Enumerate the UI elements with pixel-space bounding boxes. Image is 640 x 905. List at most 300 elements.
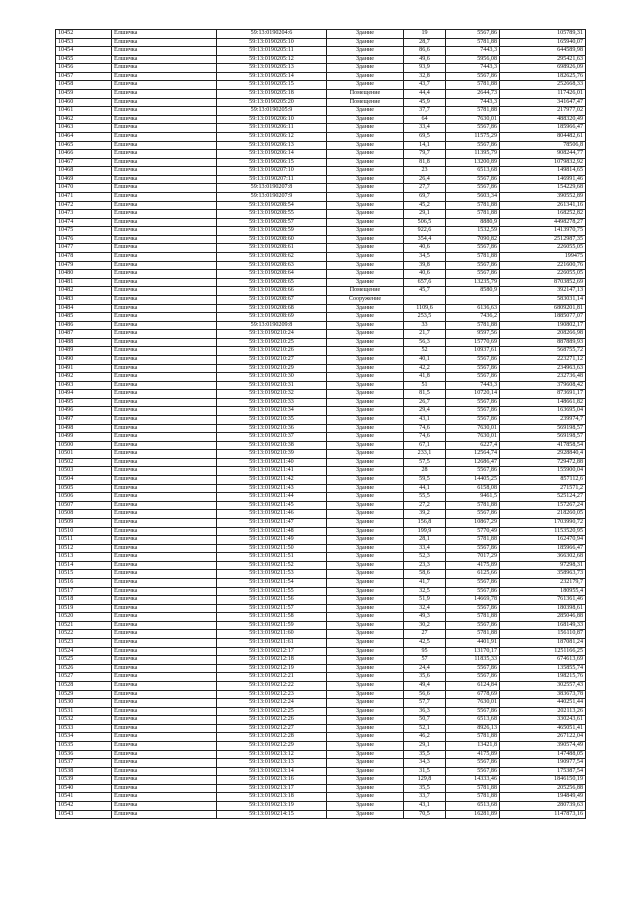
row-number-cell: 10472: [56, 201, 112, 210]
table-row: [56, 124, 586, 133]
object-type-cell: Здание: [327, 416, 404, 425]
locality-cell: Елшичка: [112, 398, 217, 407]
table-row: [56, 278, 586, 287]
table-row: [56, 167, 586, 176]
unit-value-cell: 7436,2: [446, 313, 500, 322]
object-type-cell: Здание: [327, 476, 404, 485]
unit-value-cell: 5781,88: [446, 630, 500, 639]
property-table: [55, 29, 586, 819]
cadastral-number-cell: 59:13:0190213:13: [217, 759, 327, 768]
table-row: [56, 784, 586, 793]
area-cell: 233,1: [404, 450, 446, 459]
row-number-cell: 10481: [56, 278, 112, 287]
table-row: [56, 47, 586, 56]
unit-value-cell: 8580,9: [446, 287, 500, 296]
unit-value-cell: 13421,8: [446, 741, 500, 750]
table-row: [56, 184, 586, 193]
cadastral-number-cell: 59:13:0190211:45: [217, 501, 327, 510]
cadastral-number-cell: 59:13:0190212:21: [217, 673, 327, 682]
cadastral-value-cell: 155900,04: [500, 467, 586, 476]
row-number-cell: 10462: [56, 115, 112, 124]
row-number-cell: 10485: [56, 313, 112, 322]
locality-cell: Елшичка: [112, 776, 217, 785]
object-type-cell: Здание: [327, 536, 404, 545]
cadastral-number-cell: 59:13:0190208:61: [217, 244, 327, 253]
area-cell: 40,6: [404, 244, 446, 253]
unit-value-cell: 5567,86: [446, 510, 500, 519]
table-row: [56, 467, 586, 476]
table-row: [56, 707, 586, 716]
row-number-cell: 10494: [56, 390, 112, 399]
locality-cell: Елшичка: [112, 441, 217, 450]
locality-cell: Елшичка: [112, 201, 217, 210]
object-type-cell: Здание: [327, 424, 404, 433]
cadastral-number-cell: 59:13:0190208:62: [217, 253, 327, 262]
unit-value-cell: 6778,69: [446, 690, 500, 699]
area-cell: 67,1: [404, 441, 446, 450]
cadastral-value-cell: 908244,77: [500, 150, 586, 159]
table-row: [56, 544, 586, 553]
cadastral-number-cell: 59:13:0190205:13: [217, 64, 327, 73]
table-row: [56, 313, 586, 322]
cadastral-number-cell: 59:13:0190210:36: [217, 424, 327, 433]
unit-value-cell: 5567,86: [446, 175, 500, 184]
row-number-cell: 10475: [56, 227, 112, 236]
locality-cell: Елшичка: [112, 750, 217, 759]
area-cell: 23: [404, 167, 446, 176]
cadastral-number-cell: 59:13:0190211:40: [217, 458, 327, 467]
locality-cell: Елшичка: [112, 55, 217, 64]
cadastral-value-cell: 252668,33: [500, 81, 586, 90]
table-row: [56, 81, 586, 90]
unit-value-cell: 5567,86: [446, 673, 500, 682]
area-cell: 27: [404, 630, 446, 639]
unit-value-cell: 5781,88: [446, 107, 500, 116]
cadastral-number-cell: 59:13:0190212:17: [217, 647, 327, 656]
unit-value-cell: 7630,01: [446, 424, 500, 433]
cadastral-number-cell: 59:13:0190211:61: [217, 639, 327, 648]
object-type-cell: Здание: [327, 527, 404, 536]
row-number-cell: 10497: [56, 416, 112, 425]
cadastral-value-cell: 569198,57: [500, 433, 586, 442]
area-cell: 41,7: [404, 579, 446, 588]
row-number-cell: 10530: [56, 699, 112, 708]
cadastral-value-cell: 198215,76: [500, 673, 586, 682]
object-type-cell: Здание: [327, 750, 404, 759]
locality-cell: Елшичка: [112, 501, 217, 510]
area-cell: 49,6: [404, 55, 446, 64]
table-row: [56, 295, 586, 304]
unit-value-cell: 16281,89: [446, 810, 500, 819]
cadastral-number-cell: 59:13:0190210:33: [217, 398, 327, 407]
unit-value-cell: 13235,79: [446, 278, 500, 287]
area-cell: 29,1: [404, 741, 446, 750]
table-row: [56, 510, 586, 519]
cadastral-number-cell: 59:13:0190208:65: [217, 278, 327, 287]
row-number-cell: 10514: [56, 561, 112, 570]
locality-cell: Елшичка: [112, 253, 217, 262]
area-cell: 56,6: [404, 690, 446, 699]
area-cell: 129,8: [404, 776, 446, 785]
row-number-cell: 10523: [56, 639, 112, 648]
row-number-cell: 10500: [56, 441, 112, 450]
cadastral-value-cell: 149814,65: [500, 167, 586, 176]
cadastral-number-cell: 59:13:0190208:63: [217, 261, 327, 270]
locality-cell: Елшичка: [112, 321, 217, 330]
unit-value-cell: 5781,88: [446, 501, 500, 510]
row-number-cell: 10452: [56, 30, 112, 39]
cadastral-number-cell: 59:13:0190205:15: [217, 81, 327, 90]
unit-value-cell: 6513,68: [446, 802, 500, 811]
unit-value-cell: 7090,82: [446, 235, 500, 244]
cadastral-number-cell: 59:13:0190213:12: [217, 750, 327, 759]
table-row: [56, 381, 586, 390]
table-row: [56, 484, 586, 493]
area-cell: 69,7: [404, 192, 446, 201]
area-cell: [404, 295, 446, 304]
unit-value-cell: 15770,69: [446, 338, 500, 347]
table-row: [56, 673, 586, 682]
object-type-cell: Здание: [327, 544, 404, 553]
table-row: [56, 201, 586, 210]
table-row: [56, 235, 586, 244]
row-number-cell: 10529: [56, 690, 112, 699]
area-cell: 50,7: [404, 716, 446, 725]
unit-value-cell: 10867,29: [446, 518, 500, 527]
cadastral-value-cell: 156110,87: [500, 630, 586, 639]
locality-cell: Елшичка: [112, 630, 217, 639]
object-type-cell: Здание: [327, 458, 404, 467]
unit-value-cell: [446, 295, 500, 304]
cadastral-number-cell: 59:13:0190210:24: [217, 330, 327, 339]
cadastral-value-cell: 78506,8: [500, 141, 586, 150]
locality-cell: Елшичка: [112, 458, 217, 467]
cadastral-value-cell: 440251,44: [500, 699, 586, 708]
table-row: [56, 192, 586, 201]
cadastral-value-cell: 202113,26: [500, 707, 586, 716]
row-number-cell: 10469: [56, 175, 112, 184]
cadastral-value-cell: 185966,47: [500, 124, 586, 133]
cadastral-value-cell: 205256,88: [500, 784, 586, 793]
cadastral-number-cell: 59:13:0190211:52: [217, 561, 327, 570]
object-type-cell: Здание: [327, 253, 404, 262]
cadastral-number-cell: 59:13:0190212:29: [217, 741, 327, 750]
area-cell: 42,5: [404, 639, 446, 648]
table-row: [56, 261, 586, 270]
locality-cell: Елшичка: [112, 278, 217, 287]
locality-cell: Елшичка: [112, 364, 217, 373]
object-type-cell: Здание: [327, 124, 404, 133]
row-number-cell: 10483: [56, 295, 112, 304]
area-cell: 33,4: [404, 124, 446, 133]
row-number-cell: 10543: [56, 810, 112, 819]
locality-cell: Елшичка: [112, 613, 217, 622]
area-cell: 23,3: [404, 561, 446, 570]
locality-cell: Елшичка: [112, 98, 217, 107]
locality-cell: Елшичка: [112, 587, 217, 596]
locality-cell: Елшичка: [112, 793, 217, 802]
locality-cell: Елшичка: [112, 287, 217, 296]
cadastral-number-cell: 59:13:0190212:18: [217, 656, 327, 665]
cadastral-value-cell: 232736,48: [500, 373, 586, 382]
cadastral-value-cell: 383673,78: [500, 690, 586, 699]
cadastral-value-cell: 583031,14: [500, 295, 586, 304]
locality-cell: Елшичка: [112, 141, 217, 150]
area-cell: 32,4: [404, 604, 446, 613]
locality-cell: Елшичка: [112, 681, 217, 690]
area-cell: 32,5: [404, 587, 446, 596]
unit-value-cell: 7017,29: [446, 553, 500, 562]
row-number-cell: 10542: [56, 802, 112, 811]
cadastral-number-cell: 59:13:0190205:20: [217, 98, 327, 107]
row-number-cell: 10468: [56, 167, 112, 176]
table-row: [56, 536, 586, 545]
table-row: [56, 407, 586, 416]
row-number-cell: 10455: [56, 55, 112, 64]
cadastral-number-cell: 59:13:0190211:46: [217, 510, 327, 519]
table-row: [56, 741, 586, 750]
object-type-cell: Помещение: [327, 98, 404, 107]
row-number-cell: 10496: [56, 407, 112, 416]
cadastral-number-cell: 59:13:0190206:12: [217, 132, 327, 141]
cadastral-number-cell: 59:13:0190210:37: [217, 433, 327, 442]
object-type-cell: Здание: [327, 707, 404, 716]
row-number-cell: 10471: [56, 192, 112, 201]
cadastral-value-cell: 568755,72: [500, 347, 586, 356]
cadastral-number-cell: 59:13:0190206:15: [217, 158, 327, 167]
unit-value-cell: 2644,73: [446, 90, 500, 99]
cadastral-value-cell: 4498278,27: [500, 218, 586, 227]
row-number-cell: 10509: [56, 518, 112, 527]
row-number-cell: 10520: [56, 613, 112, 622]
object-type-cell: Здание: [327, 741, 404, 750]
cadastral-value-cell: 379608,42: [500, 381, 586, 390]
table-row: [56, 587, 586, 596]
object-type-cell: Здание: [327, 810, 404, 819]
area-cell: 28,1: [404, 536, 446, 545]
object-type-cell: Здание: [327, 647, 404, 656]
cadastral-value-cell: 208266,98: [500, 330, 586, 339]
cadastral-value-cell: 887889,93: [500, 338, 586, 347]
unit-value-cell: 5956,08: [446, 55, 500, 64]
cadastral-number-cell: 59:13:0190207:8: [217, 184, 327, 193]
table-row: [56, 441, 586, 450]
unit-value-cell: 5567,86: [446, 141, 500, 150]
cadastral-number-cell: 59:13:0190208:68: [217, 304, 327, 313]
cadastral-value-cell: 644589,98: [500, 47, 586, 56]
unit-value-cell: 9597,56: [446, 330, 500, 339]
unit-value-cell: 7443,3: [446, 47, 500, 56]
unit-value-cell: 5567,86: [446, 544, 500, 553]
row-number-cell: 10528: [56, 681, 112, 690]
cadastral-value-cell: 180398,61: [500, 604, 586, 613]
cadastral-number-cell: 59:13:0190209:8: [217, 321, 327, 330]
locality-cell: Елшичка: [112, 81, 217, 90]
area-cell: 64: [404, 115, 446, 124]
area-cell: 58,6: [404, 570, 446, 579]
unit-value-cell: 5567,86: [446, 416, 500, 425]
table-row: [56, 433, 586, 442]
cadastral-value-cell: 1885077,07: [500, 313, 586, 322]
table-row: [56, 750, 586, 759]
cadastral-number-cell: 59:13:0190212:24: [217, 699, 327, 708]
locality-cell: Елшичка: [112, 132, 217, 141]
cadastral-value-cell: 157267,24: [500, 501, 586, 510]
unit-value-cell: 10937,61: [446, 347, 500, 356]
cadastral-value-cell: 226055,05: [500, 270, 586, 279]
cadastral-number-cell: 59:13:0190206:13: [217, 141, 327, 150]
row-number-cell: 10463: [56, 124, 112, 133]
cadastral-value-cell: 295421,63: [500, 55, 586, 64]
unit-value-cell: 11835,33: [446, 656, 500, 665]
cadastral-number-cell: 59:13:0190211:48: [217, 527, 327, 536]
row-number-cell: 10536: [56, 750, 112, 759]
locality-cell: Елшичка: [112, 527, 217, 536]
area-cell: 86,6: [404, 47, 446, 56]
area-cell: 42,2: [404, 364, 446, 373]
row-number-cell: 10507: [56, 501, 112, 510]
table-row: [56, 527, 586, 536]
unit-value-cell: 5567,86: [446, 398, 500, 407]
unit-value-cell: 11575,29: [446, 132, 500, 141]
cadastral-number-cell: 59:13:0190211:56: [217, 596, 327, 605]
cadastral-number-cell: 59:13:0190205:11: [217, 47, 327, 56]
object-type-cell: Здание: [327, 724, 404, 733]
area-cell: 36,3: [404, 707, 446, 716]
object-type-cell: Здание: [327, 784, 404, 793]
table-row: [56, 690, 586, 699]
row-number-cell: 10482: [56, 287, 112, 296]
table-row: [56, 493, 586, 502]
cadastral-value-cell: 194849,49: [500, 793, 586, 802]
object-type-cell: Здание: [327, 192, 404, 201]
area-cell: 33,4: [404, 544, 446, 553]
cadastral-number-cell: 59:13:0190211:60: [217, 630, 327, 639]
cadastral-number-cell: 59:13:0190210:35: [217, 416, 327, 425]
row-number-cell: 10537: [56, 759, 112, 768]
object-type-cell: Здание: [327, 201, 404, 210]
locality-cell: Елшичка: [112, 355, 217, 364]
cadastral-number-cell: 59:13:0190213:14: [217, 767, 327, 776]
table-row: [56, 321, 586, 330]
unit-value-cell: 7630,01: [446, 699, 500, 708]
table-row: [56, 450, 586, 459]
object-type-cell: Здание: [327, 141, 404, 150]
object-type-cell: Здание: [327, 690, 404, 699]
cadastral-value-cell: 674613,69: [500, 656, 586, 665]
table-row: [56, 347, 586, 356]
area-cell: 1109,6: [404, 304, 446, 313]
locality-cell: Елшичка: [112, 604, 217, 613]
cadastral-number-cell: 59:13:0190206:14: [217, 150, 327, 159]
area-cell: 74,6: [404, 424, 446, 433]
row-number-cell: 10538: [56, 767, 112, 776]
cadastral-value-cell: 488320,49: [500, 115, 586, 124]
cadastral-value-cell: 190977,54: [500, 759, 586, 768]
unit-value-cell: 5781,88: [446, 733, 500, 742]
unit-value-cell: 5567,86: [446, 364, 500, 373]
locality-cell: Елшичка: [112, 47, 217, 56]
row-number-cell: 10465: [56, 141, 112, 150]
cadastral-number-cell: 59:13:0190212:23: [217, 690, 327, 699]
locality-cell: Елшичка: [112, 107, 217, 116]
object-type-cell: Здание: [327, 338, 404, 347]
cadastral-value-cell: 1147873,16: [500, 810, 586, 819]
area-cell: 21,7: [404, 330, 446, 339]
cadastral-number-cell: 59:13:0190211:41: [217, 467, 327, 476]
table-row: [56, 759, 586, 768]
object-type-cell: Здание: [327, 244, 404, 253]
cadastral-value-cell: 302557,43: [500, 681, 586, 690]
locality-cell: Елшичка: [112, 699, 217, 708]
unit-value-cell: 5567,86: [446, 72, 500, 81]
cadastral-number-cell: 59:13:0190210:29: [217, 364, 327, 373]
object-type-cell: Здание: [327, 664, 404, 673]
area-cell: 14,1: [404, 141, 446, 150]
object-type-cell: Здание: [327, 321, 404, 330]
unit-value-cell: 5567,86: [446, 373, 500, 382]
area-cell: 56,3: [404, 338, 446, 347]
row-number-cell: 10513: [56, 553, 112, 562]
table-row: [56, 158, 586, 167]
cadastral-number-cell: 59:13:0190212:19: [217, 664, 327, 673]
row-number-cell: 10506: [56, 493, 112, 502]
row-number-cell: 10525: [56, 656, 112, 665]
row-number-cell: 10540: [56, 784, 112, 793]
cadastral-value-cell: 217977,02: [500, 107, 586, 116]
locality-cell: Елшичка: [112, 647, 217, 656]
object-type-cell: Здание: [327, 158, 404, 167]
cadastral-value-cell: 190802,17: [500, 321, 586, 330]
object-type-cell: Здание: [327, 355, 404, 364]
cadastral-value-cell: 330243,61: [500, 716, 586, 725]
locality-cell: Елшичка: [112, 416, 217, 425]
area-cell: 51,9: [404, 596, 446, 605]
unit-value-cell: 5567,86: [446, 355, 500, 364]
row-number-cell: 10502: [56, 458, 112, 467]
cadastral-value-cell: 390552,89: [500, 192, 586, 201]
cadastral-value-cell: 154229,68: [500, 184, 586, 193]
row-number-cell: 10479: [56, 261, 112, 270]
area-cell: 33,7: [404, 793, 446, 802]
table-row: [56, 107, 586, 116]
area-cell: 28: [404, 467, 446, 476]
area-cell: 43,1: [404, 416, 446, 425]
area-cell: 49,4: [404, 681, 446, 690]
cadastral-number-cell: 59:13:0190212:26: [217, 716, 327, 725]
row-number-cell: 10453: [56, 38, 112, 47]
cadastral-number-cell: 59:13:0190210:38: [217, 441, 327, 450]
object-type-cell: Здание: [327, 184, 404, 193]
unit-value-cell: 7630,01: [446, 433, 500, 442]
object-type-cell: Здание: [327, 716, 404, 725]
table-row: [56, 373, 586, 382]
row-number-cell: 10486: [56, 321, 112, 330]
unit-value-cell: 6513,68: [446, 716, 500, 725]
object-type-cell: Здание: [327, 441, 404, 450]
row-number-cell: 10459: [56, 90, 112, 99]
unit-value-cell: 13200,89: [446, 158, 500, 167]
cadastral-number-cell: 59:13:0190212:28: [217, 733, 327, 742]
row-number-cell: 10531: [56, 707, 112, 716]
cadastral-number-cell: 59:13:0190205:9: [217, 107, 327, 116]
area-cell: 81,8: [404, 158, 446, 167]
row-number-cell: 10467: [56, 158, 112, 167]
area-cell: 253,5: [404, 313, 446, 322]
unit-value-cell: 5567,86: [446, 30, 500, 39]
cadastral-number-cell: 59:13:0190210:31: [217, 381, 327, 390]
table-row: [56, 364, 586, 373]
